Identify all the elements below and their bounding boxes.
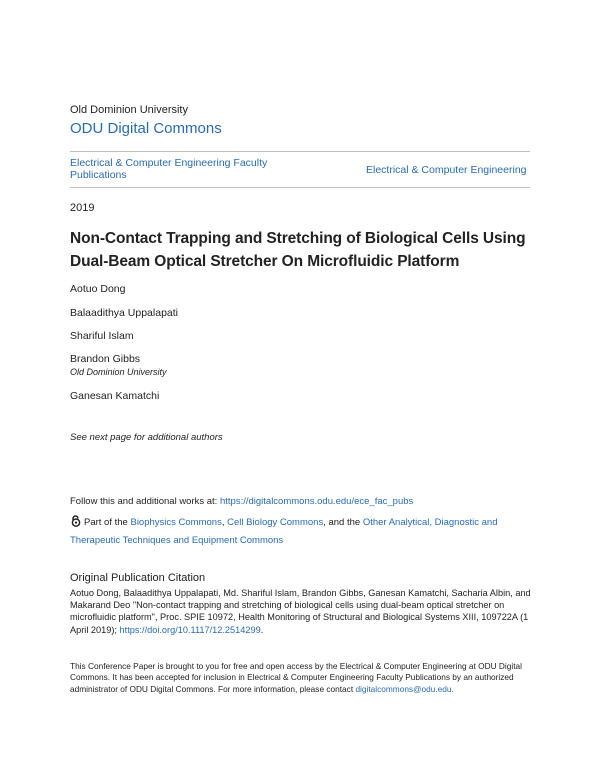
biophysics-commons-link[interactable]: Biophysics Commons [130, 517, 222, 528]
contact-email-link[interactable]: digitalcommons@odu.edu [355, 683, 452, 694]
commons-separator: , [221, 517, 228, 528]
part-of-prefix: Part of the [84, 517, 131, 528]
follow-line [70, 496, 413, 507]
citation-heading: Original Publication Citation [70, 572, 206, 584]
doi-link[interactable]: https://doi.org/10.1117/12.2514299 [119, 624, 261, 635]
follow-prefix: Follow this and additional works at: [70, 496, 220, 507]
publication-year: 2019 [70, 202, 95, 214]
commons-separator: , and the [323, 517, 363, 528]
author-name: Brandon Gibbs [70, 353, 141, 365]
paper-title [70, 227, 530, 273]
access-statement-text: This Conference Paper is brought to you for free and open access by the Electrical & Computer Engineering at ODU Digital Commons. It has been accepted for inclusion in Electrical & Computer Engineering Faculty Publications by an authorized administrator of ODU Digital Commons. For more information, please contact [70, 661, 522, 694]
paper-title-line-1: Non-Contact Trapping and Stretching of Biological Cells Using [70, 230, 526, 247]
repository-link[interactable]: ODU Digital Commons [70, 120, 222, 137]
author-name: Balaadithya Uppalapati [70, 307, 178, 319]
series-link-department[interactable]: Electrical & Computer Engineering [366, 164, 527, 176]
citation-body: Aotuo Dong, Balaadithya Uppalapati, Md. Shariful Islam, Brandon Gibbs, Ganesan Kamatchi, Sacharia Albin, and Makarand Deo "Non-contact trapping and stretching of biological cells using dual-beam optical stretcher on microfluidic platform", Proc. SPIE 10972, Health Monitoring of Structural and Biological Systems XIII, 109722A (1 April 2019); [70, 588, 531, 635]
author-name: Ganesan Kamatchi [70, 390, 160, 402]
citation-text [70, 587, 532, 636]
university-name: Old Dominion University [70, 104, 188, 116]
see-next-page-note: See next page for additional authors [70, 432, 223, 443]
part-of-commons [70, 514, 532, 550]
access-statement-end: . [451, 683, 454, 694]
author-name: Shariful Islam [70, 330, 134, 342]
collection-url-link[interactable]: https://digitalcommons.odu.edu/ece_fac_pubs [219, 496, 414, 507]
divider-series [70, 187, 530, 188]
therapeutic-techniques-commons-link[interactable]: Other Analytical, Diagnostic and Therapeutic Techniques and Equipment Commons [70, 517, 498, 546]
access-statement [70, 661, 532, 695]
author-name: Aotuo Dong [70, 283, 126, 295]
citation-end: . [260, 624, 264, 635]
series-link-faculty-publications[interactable]: Electrical & Computer Engineering Faculty Publications [70, 157, 268, 181]
paper-title-line-2: Dual-Beam Optical Stretcher On Microfluidic Platform [70, 253, 460, 270]
cell-biology-commons-link[interactable]: Cell Biology Commons [227, 517, 324, 528]
open-access-icon [70, 515, 82, 527]
author-affiliation: Old Dominion University [70, 367, 167, 377]
divider-top [70, 151, 530, 152]
